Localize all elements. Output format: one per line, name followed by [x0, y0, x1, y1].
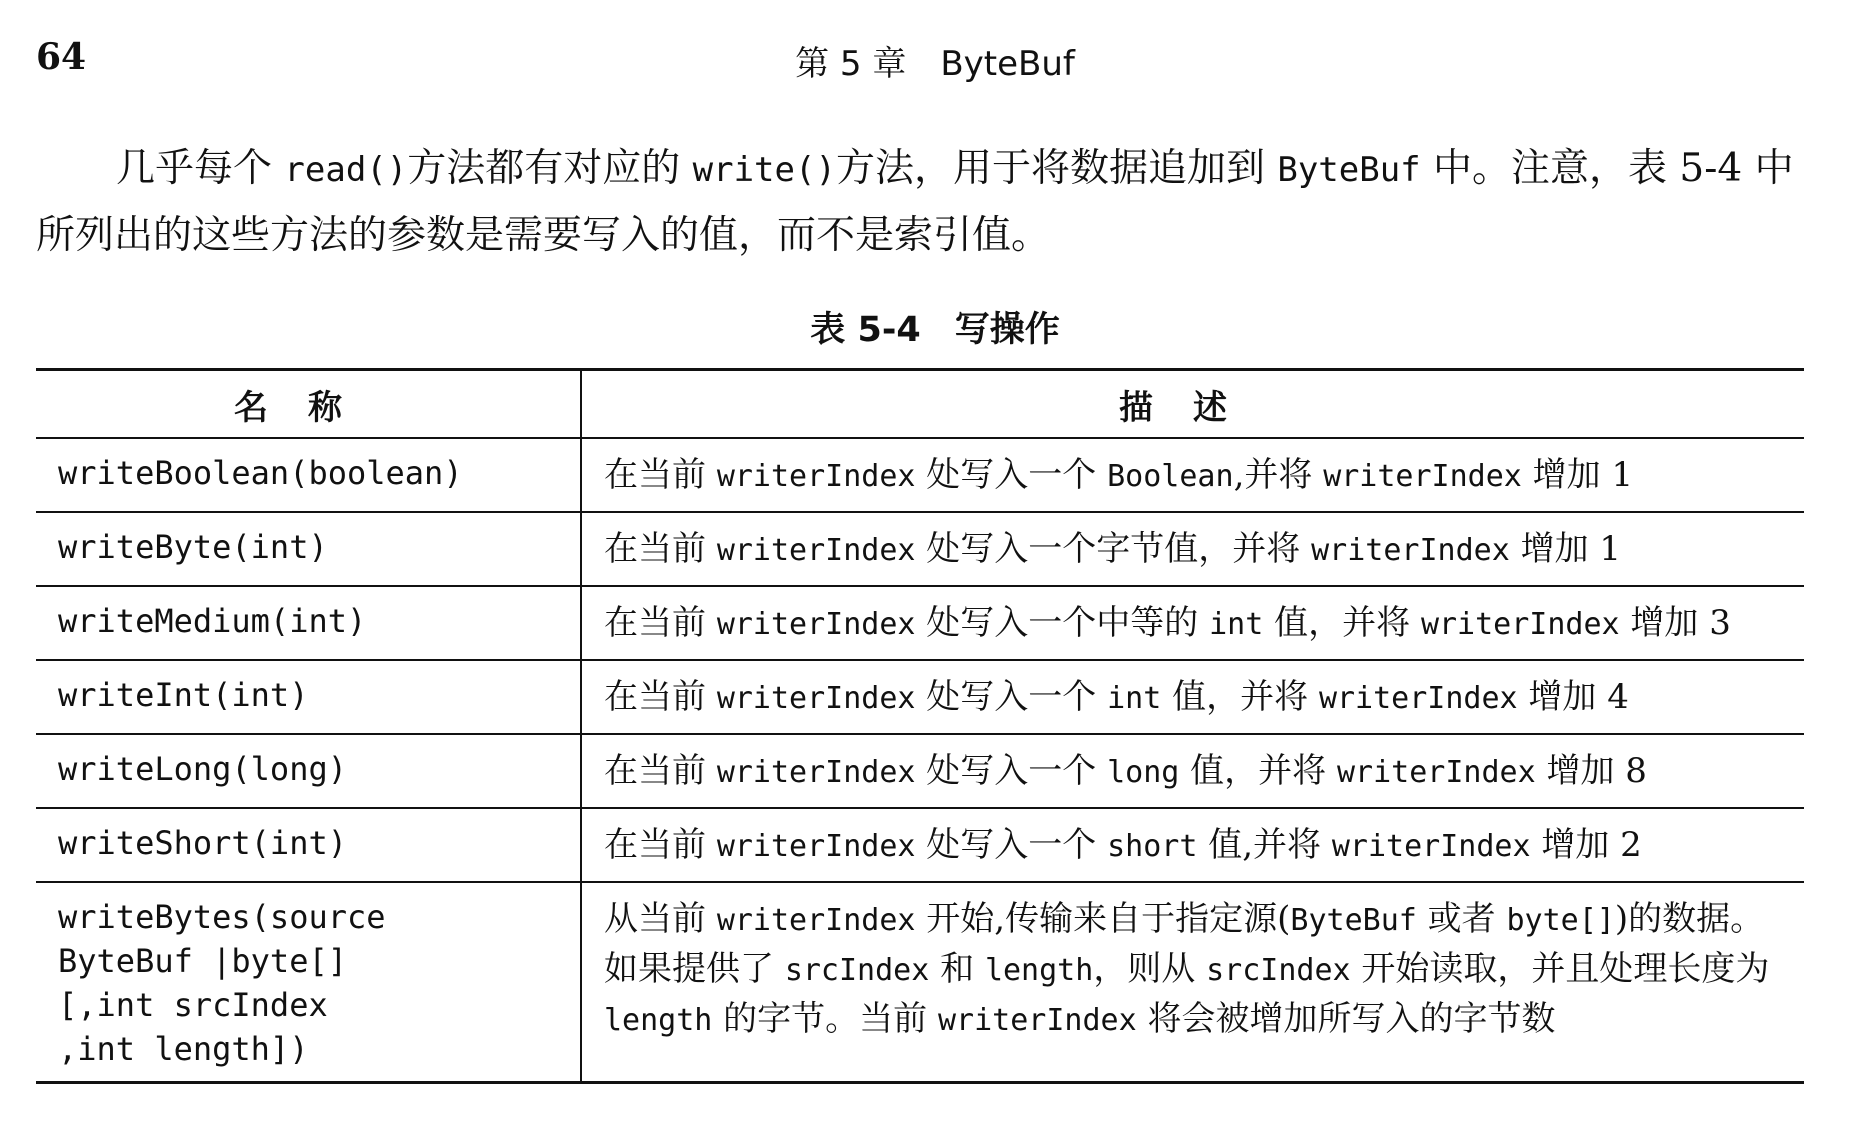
paragraph-text: 方法都有对应的: [407, 146, 693, 191]
table-caption: [0, 302, 1870, 352]
paragraph-text: 中。注意，表 5-4 中所列出的这些方法的参数是需要写入的值，而不是索引值。: [36, 146, 1794, 258]
method-name: writeInt(int): [36, 660, 581, 734]
method-description: 在当前 writerIndex 处写入一个 Boolean,并将 writerIndex 增加 1: [581, 438, 1804, 512]
table-caption-title: 写操作: [954, 310, 1060, 350]
column-header-description: 描述: [581, 370, 1804, 439]
method-description: 在当前 writerIndex 处写入一个 long 值，并将 writerIndex 增加 8: [581, 734, 1804, 808]
method-description: 在当前 writerIndex 处写入一个 short 值,并将 writerIndex 增加 2: [581, 808, 1804, 882]
method-description: 在当前 writerIndex 处写入一个中等的 int 值，并将 writerIndex 增加 3: [581, 586, 1804, 660]
method-description: 在当前 writerIndex 处写入一个字节值，并将 writerIndex 增加 1: [581, 512, 1804, 586]
method-name: writeBytes(source ByteBuf |byte[] [,int srcIndex ,int length]): [36, 882, 581, 1083]
table-row: [36, 882, 1804, 1083]
method-description: 从当前 writerIndex 开始,传输来自于指定源(ByteBuf 或者 byte[])的数据。如果提供了 srcIndex 和 length，则从 srcIndex 开始读取，并且处理长度为 length 的字节。当前 writerIndex 将会被增加所写入的字节数: [581, 882, 1804, 1083]
intro-paragraph: [36, 136, 1806, 269]
paragraph-text: 方法，用于将数据追加到: [835, 146, 1278, 191]
running-head: [0, 36, 1870, 85]
code-bytebuf: ByteBuf: [1277, 150, 1421, 190]
table-row: [36, 734, 1804, 808]
method-name: writeLong(long): [36, 734, 581, 808]
code-read: read(): [284, 150, 408, 190]
method-name: writeByte(int): [36, 512, 581, 586]
table-row: [36, 438, 1804, 512]
method-name: writeBoolean(boolean): [36, 438, 581, 512]
page-number: 64: [36, 36, 87, 78]
paragraph-text: 几乎每个: [116, 146, 285, 191]
code-write: write(): [692, 150, 836, 190]
table-row: [36, 512, 1804, 586]
table-header-row: [36, 370, 1804, 439]
method-name: writeMedium(int): [36, 586, 581, 660]
table-row: [36, 808, 1804, 882]
chapter-label: 第 5 章: [795, 44, 907, 84]
column-header-name: 名称: [36, 370, 581, 439]
chapter-title: ByteBuf: [940, 44, 1075, 84]
write-operations-table: [36, 368, 1804, 1084]
table-caption-number: 表 5-4: [810, 310, 921, 350]
method-description: 在当前 writerIndex 处写入一个 int 值，并将 writerIndex 增加 4: [581, 660, 1804, 734]
table-row: [36, 586, 1804, 660]
method-name: writeShort(int): [36, 808, 581, 882]
table-row: [36, 660, 1804, 734]
